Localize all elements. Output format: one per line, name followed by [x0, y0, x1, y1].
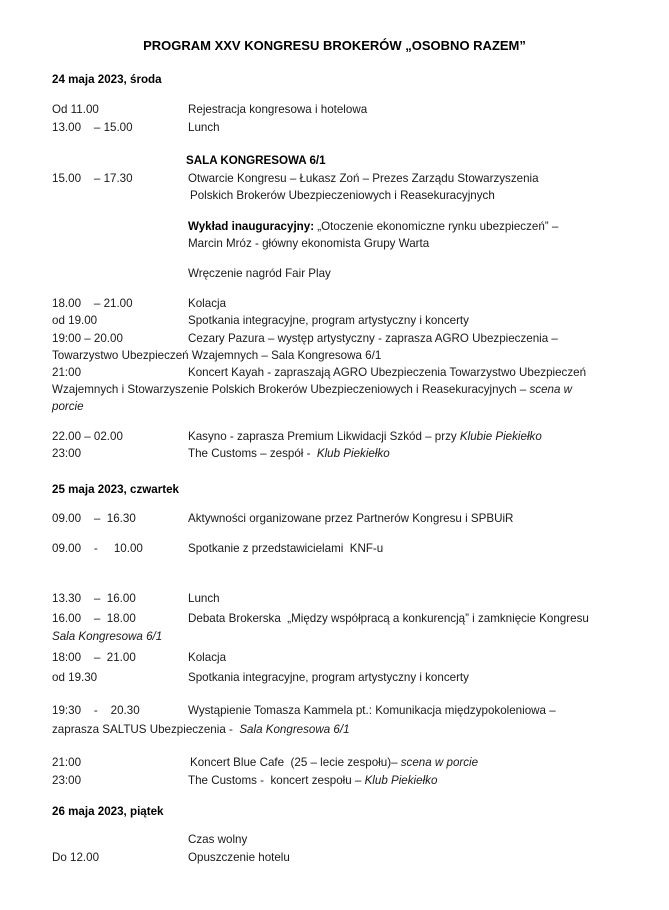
- time: 13.30 – 16.00: [52, 592, 136, 605]
- time: 21:00: [52, 756, 82, 769]
- event: Koncert Kayah - zapraszają AGRO Ubezpieczenia Towarzystwo Ubezpieczeń: [188, 366, 587, 379]
- time: 19:30 - 20.30: [52, 704, 140, 717]
- award: Wręczenie nagród Fair Play: [188, 267, 331, 280]
- event: Kolacja: [188, 297, 227, 310]
- event: Wystąpienie Tomasza Kammela pt.: Komunikacja międzypokoleniowa –: [188, 704, 556, 717]
- event: Aktywności organizowane przez Partnerów Kongresu i SPBUiR: [188, 512, 514, 525]
- event: Debata Brokerska „Między współpracą a konkurencją” i zamknięcie Kongresu: [188, 612, 589, 625]
- time: od 19.30: [52, 671, 98, 684]
- time: Od 11.00: [52, 103, 99, 116]
- venue: scena w: [529, 383, 572, 396]
- time: 09.00 - 10.00: [52, 542, 143, 555]
- time: od 19.00: [52, 314, 98, 327]
- venue: Klub Piekiełko: [316, 447, 390, 460]
- venue: porcie: [52, 400, 84, 413]
- venue: Klub Piekiełko: [364, 774, 438, 787]
- time: 16.00 – 18.00: [52, 612, 136, 625]
- event: Opuszczenie hotelu: [188, 851, 290, 864]
- event-cont: Towarzystwo Ubezpieczeń Wzajemnych – Sala Kongresowa 6/1: [52, 349, 382, 362]
- event: Spotkania integracyjne, program artystyczny i koncerty: [188, 671, 469, 684]
- day-heading: 26 maja 2023, piątek: [52, 805, 164, 818]
- text: Wzajemnych i Stowarzyszenie Polskich Brokerów Ubezpieczeniowych i Reasekuracyjnych –: [52, 383, 530, 396]
- time: 15.00 – 17.30: [52, 172, 133, 185]
- time: 13.00 – 15.00: [52, 121, 133, 134]
- time: 18.00 – 21.00: [52, 297, 133, 310]
- document-title: PROGRAM XXV KONGRESU BROKERÓW „OSOBNO RAZEM”: [143, 38, 526, 53]
- lecture: [188, 219, 558, 235]
- event: Lunch: [188, 121, 220, 134]
- event: Rejestracja kongresowa i hotelowa: [188, 103, 368, 116]
- day-heading: 25 maja 2023, czwartek: [52, 483, 179, 496]
- text: Kasyno - zaprasza Premium Likwidacji Szkód – przy: [188, 430, 460, 443]
- lecture-label: Wykład inauguracyjny:: [188, 220, 315, 233]
- time: 09.00 – 16.30: [52, 512, 136, 525]
- event: Spotkania integracyjne, program artystyczny i koncerty: [188, 314, 469, 327]
- day-heading: 24 maja 2023, środa: [52, 73, 162, 86]
- room-heading: SALA KONGRESOWA 6/1: [186, 154, 326, 167]
- time: Do 12.00: [52, 851, 100, 864]
- event-cont: [52, 399, 84, 415]
- event-cont: [52, 722, 350, 738]
- event: [188, 429, 542, 445]
- event: Cezary Pazura – występ artystyczny - zaprasza AGRO Ubezpieczenia –: [188, 332, 558, 345]
- event-cont: [52, 629, 162, 645]
- venue: Klubie Piekiełko: [459, 430, 542, 443]
- lecture-cont: Marcin Mróz - główny ekonomista Grupy Warta: [188, 237, 430, 250]
- time: 19:00 – 20.00: [52, 332, 123, 345]
- venue: Sala Kongresowa 6/1: [52, 630, 163, 643]
- event: Spotkanie z przedstawicielami KNF-u: [188, 542, 384, 555]
- lecture-text: „Otoczenie ekonomiczne rynku ubezpieczeń” –: [314, 220, 559, 233]
- event-cont: Polskich Brokerów Ubezpieczeniowych i Reasekuracyjnych: [190, 189, 495, 202]
- event: Kolacja: [188, 651, 227, 664]
- event: Czas wolny: [188, 833, 248, 846]
- time: 23:00: [52, 774, 82, 787]
- time: 18:00 – 21.00: [52, 651, 136, 664]
- text: The Customs - koncert zespołu –: [188, 774, 365, 787]
- venue: Sala Kongresowa 6/1: [239, 723, 350, 736]
- event: Lunch: [188, 592, 220, 605]
- time: 22.00 – 02.00: [52, 430, 123, 443]
- time: 21:00: [52, 366, 82, 379]
- text: The Customs – zespół -: [188, 447, 317, 460]
- event: [190, 755, 478, 771]
- event-cont: [52, 382, 572, 398]
- venue: scena w porcie: [400, 756, 479, 769]
- event: [188, 446, 390, 462]
- event: Otwarcie Kongresu – Łukasz Zoń – Prezes Zarządu Stowarzyszenia: [188, 172, 539, 185]
- text: Koncert Blue Cafe (25 – lecie zespołu)–: [190, 756, 401, 769]
- time: 23:00: [52, 447, 82, 460]
- event: [188, 773, 437, 789]
- text: zaprasza SALTUS Ubezpieczenia -: [52, 723, 240, 736]
